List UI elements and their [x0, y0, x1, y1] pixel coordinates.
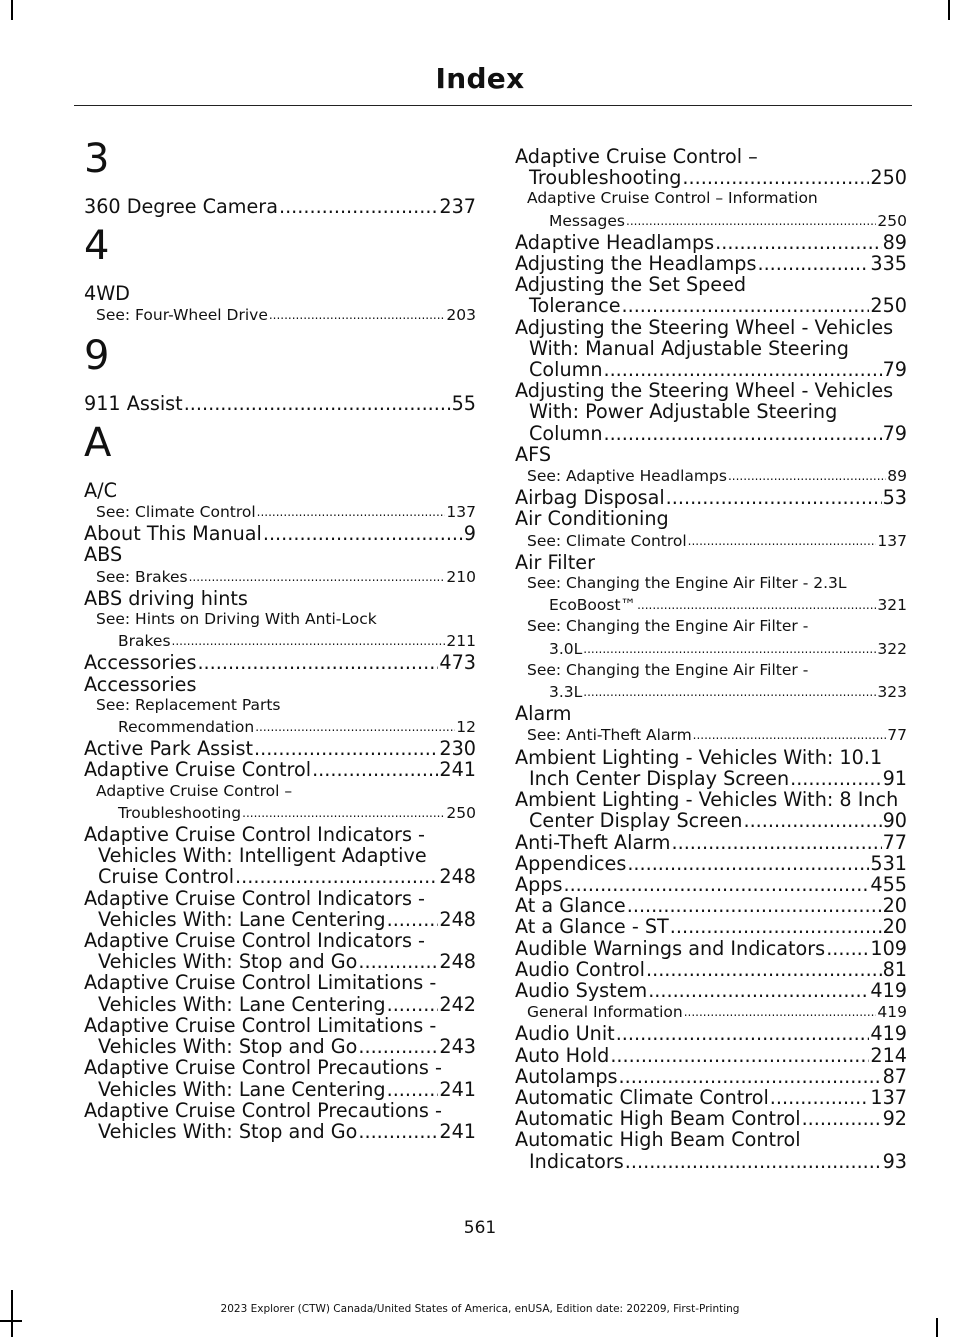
entry-page: 323: [877, 683, 907, 702]
dot-leader: [790, 768, 881, 789]
entry-first-line: Adaptive Cruise Control Indicators -: [84, 823, 425, 847]
entry-text: Troubleshooting: [529, 166, 682, 190]
entry-page: 20: [882, 915, 907, 939]
entry-first-line: Ambient Lighting - Vehicles With: 10.1: [515, 745, 883, 769]
index-subentry: [84, 501, 476, 523]
entry-first-line: Adaptive Cruise Control Precautions -: [84, 1056, 442, 1080]
index-entry: [515, 789, 907, 831]
entry-text: Vehicles With: Lane Centering: [98, 907, 386, 931]
dot-leader: [387, 1079, 439, 1100]
entry-text: Audio Control: [515, 957, 645, 981]
index-subentry: [84, 781, 476, 824]
entry-first-line: Adaptive Cruise Control Indicators -: [84, 929, 425, 953]
index-entry: [84, 1057, 476, 1099]
entry-page: 137: [446, 503, 476, 522]
entry-continuation: [515, 167, 907, 188]
dot-leader: [715, 232, 881, 253]
dot-leader: [693, 724, 887, 746]
entry-page: 248: [439, 950, 476, 974]
index-column-left: [84, 130, 476, 1142]
entry-first-line: Adaptive Cruise Control Limitations -: [84, 1013, 437, 1037]
index-subentry: [84, 566, 476, 588]
dot-leader: [263, 523, 463, 544]
index-entry: [515, 832, 907, 853]
entry-text: Adaptive Headlamps: [515, 230, 715, 254]
entry-first-line: Adaptive Cruise Control Limitations -: [84, 971, 437, 995]
dot-leader: [257, 501, 446, 523]
section-letter: 3: [84, 136, 110, 182]
entry-page: 81: [882, 957, 907, 981]
dot-leader: [684, 1001, 877, 1023]
entry-text: About This Manual: [84, 522, 262, 546]
header-divider: [74, 105, 912, 106]
dot-leader: [666, 487, 882, 508]
index-entry: [515, 1129, 907, 1171]
entry-text: Auto Hold: [515, 1043, 610, 1067]
index-entry: [84, 1015, 476, 1057]
entry-text: EcoBoost™: [549, 596, 637, 615]
dot-leader: [254, 738, 438, 759]
index-entry: [515, 274, 907, 316]
entry-text: See: Adaptive Headlamps: [527, 467, 727, 486]
entry-mid-line: Vehicles With: Intelligent Adaptive: [98, 844, 427, 868]
entry-text: Inch Center Display Screen: [529, 766, 790, 790]
index-entry: [84, 523, 476, 544]
subentry-continuation: [96, 630, 476, 652]
entry-page: 91: [882, 766, 907, 790]
dot-leader: [626, 210, 876, 232]
dot-leader: [627, 895, 882, 916]
dot-leader: [625, 1151, 882, 1172]
index-heading: AFS: [515, 442, 552, 466]
entry-continuation: [515, 359, 907, 380]
entry-text: Active Park Assist: [84, 737, 253, 761]
entry-page: 237: [439, 195, 476, 218]
entry-page: 531: [870, 851, 907, 875]
entry-page: 248: [439, 907, 476, 931]
entry-page: 210: [446, 567, 476, 586]
dot-leader: [563, 874, 869, 895]
entry-text: Audible Warnings and Indicators: [515, 936, 826, 960]
entry-page: 455: [870, 872, 907, 896]
index-subentry: [84, 609, 476, 652]
entry-page: 250: [870, 166, 907, 190]
dot-leader: [648, 980, 869, 1001]
subentry-continuation: [96, 716, 476, 738]
entry-text: 911 Assist: [84, 391, 183, 415]
index-entry: [515, 747, 907, 789]
subentry-first-line: Adaptive Cruise Control – Information: [527, 189, 818, 208]
dot-leader: [583, 638, 876, 660]
entry-page: 89: [887, 467, 907, 486]
entry-page: 335: [870, 252, 907, 276]
dot-leader: [279, 196, 438, 217]
entry-page: 53: [882, 486, 907, 510]
dot-leader: [255, 716, 455, 738]
entry-text: See: Brakes: [96, 567, 188, 586]
page-number: 561: [463, 1218, 497, 1238]
index-entry: [515, 253, 907, 274]
entry-page: 211: [446, 632, 476, 651]
index-entry: [515, 487, 907, 508]
index-entry: [515, 1023, 907, 1044]
entry-continuation: [84, 951, 476, 972]
index-heading: Air Filter: [515, 550, 595, 574]
entry-page: 243: [439, 1035, 476, 1059]
dot-leader: [616, 1023, 870, 1044]
index-entry: [515, 380, 907, 444]
entry-text: Messages: [549, 211, 626, 230]
entry-page: 9: [463, 522, 476, 546]
index-subentry: [515, 1001, 907, 1023]
entry-mid-line: With: Manual Adjustable Steering: [529, 336, 849, 360]
crop-mark-bottom-left-h: [0, 1320, 22, 1322]
index-column-right: [515, 146, 907, 1172]
entry-text: Recommendation: [118, 718, 255, 737]
entry-page: 473: [439, 651, 476, 675]
subentry-first-line: See: Changing the Engine Air Filter -: [527, 660, 809, 679]
entry-page: 55: [451, 391, 476, 415]
entry-text: See: Four-Wheel Drive: [96, 306, 268, 325]
entry-page: 214: [870, 1043, 907, 1067]
index-subentry: [515, 660, 907, 703]
entry-continuation: [515, 295, 907, 316]
entry-page: 89: [882, 230, 907, 254]
entry-text: Automatic High Beam Control: [515, 1107, 801, 1131]
subentry-continuation: [96, 802, 476, 824]
index-subentry: [515, 465, 907, 487]
dot-leader: [235, 866, 438, 887]
entry-text: Adaptive Cruise Control: [84, 758, 312, 782]
dot-leader: [627, 853, 869, 874]
entry-continuation: [84, 1036, 476, 1057]
entry-page: 93: [882, 1149, 907, 1173]
entry-page: 79: [882, 358, 907, 382]
entry-continuation: [515, 768, 907, 789]
entry-first-line: Adaptive Cruise Control Indicators -: [84, 886, 425, 910]
entry-continuation: [515, 810, 907, 831]
entry-page: 230: [439, 737, 476, 761]
entry-text: Anti-Theft Alarm: [515, 830, 671, 854]
dot-leader: [757, 253, 869, 274]
entry-text: Vehicles With: Stop and Go: [98, 950, 358, 974]
index-entry: [84, 888, 476, 930]
entry-page: 419: [870, 1022, 907, 1046]
index-subentry: [515, 530, 907, 552]
entry-page: 109: [870, 936, 907, 960]
index-entry: [515, 874, 907, 895]
entry-page: 250: [446, 803, 476, 822]
subentry-first-line: See: Replacement Parts: [96, 695, 281, 714]
subentry-first-line: See: Changing the Engine Air Filter -: [527, 617, 809, 636]
entry-page: 137: [877, 531, 907, 550]
entry-page: 419: [870, 978, 907, 1002]
entry-mid-line: With: Power Adjustable Steering: [529, 400, 838, 424]
entry-page: 248: [439, 865, 476, 889]
section-letter: 4: [84, 223, 110, 270]
entry-text: See: Anti-Theft Alarm: [527, 726, 692, 745]
index-subentry: [515, 188, 907, 231]
index-entry: [515, 1066, 907, 1087]
entry-first-line: Ambient Lighting - Vehicles With: 8 Inch: [515, 788, 899, 812]
entry-page: 321: [877, 596, 907, 615]
entry-page: 241: [439, 1119, 476, 1143]
dot-leader: [358, 1036, 438, 1057]
entry-text: Autolamps: [515, 1064, 618, 1088]
dot-leader: [197, 652, 438, 673]
entry-page: 137: [870, 1085, 907, 1109]
dot-leader: [637, 594, 876, 616]
dot-leader: [387, 909, 439, 930]
entry-continuation: [84, 994, 476, 1015]
entry-text: At a Glance: [515, 894, 626, 918]
index-entry: [515, 938, 907, 959]
index-entry: [84, 1100, 476, 1142]
dot-leader: [743, 810, 881, 831]
entry-text: Tolerance: [529, 294, 621, 318]
dot-leader: [610, 1045, 869, 1066]
entry-text: Appendices: [515, 851, 627, 875]
index-entry: [84, 972, 476, 1014]
entry-text: Audio Unit: [515, 1022, 615, 1046]
index-entry: [515, 1045, 907, 1066]
dot-leader: [770, 1087, 870, 1108]
entry-text: Vehicles With: Lane Centering: [98, 992, 386, 1016]
entry-text: Accessories: [84, 651, 197, 675]
entry-page: 241: [439, 1077, 476, 1101]
index-subentry: [515, 573, 907, 616]
index-entry: [515, 317, 907, 381]
entry-page: 20: [882, 894, 907, 918]
entry-page: 77: [882, 830, 907, 854]
entry-text: Apps: [515, 872, 563, 896]
index-subentry: [84, 695, 476, 738]
subentry-continuation: [527, 210, 907, 232]
entry-page: 87: [882, 1064, 907, 1088]
index-entry: [84, 393, 476, 414]
index-entry: [515, 853, 907, 874]
index-entry: [84, 930, 476, 972]
subentry-continuation: [527, 638, 907, 660]
entry-text: Indicators: [529, 1149, 624, 1173]
entry-text: Column: [529, 358, 603, 382]
subentry-continuation: [527, 681, 907, 703]
page-title: Index: [435, 62, 525, 95]
dot-leader: [672, 832, 882, 853]
subentry-first-line: See: Hints on Driving With Anti-Lock: [96, 610, 377, 629]
subentry-continuation: [527, 594, 907, 616]
index-entry: [515, 959, 907, 980]
dot-leader: [622, 295, 870, 316]
entry-first-line: Adjusting the Set Speed: [515, 273, 747, 297]
entry-first-line: Automatic High Beam Control: [515, 1128, 801, 1152]
entry-text: General Information: [527, 1003, 683, 1022]
entry-page: 92: [882, 1107, 907, 1131]
index-entry: [84, 652, 476, 673]
dot-leader: [682, 167, 869, 188]
dot-leader: [358, 951, 438, 972]
dot-leader: [646, 959, 882, 980]
index-heading: ABS driving hints: [84, 586, 248, 610]
entry-page: 79: [882, 421, 907, 445]
dot-leader: [583, 681, 876, 703]
entry-page: 90: [882, 809, 907, 833]
entry-text: See: Climate Control: [96, 503, 256, 522]
dot-leader: [670, 916, 882, 937]
crop-mark-top-left: [11, 0, 13, 20]
entry-text: Vehicles With: Lane Centering: [98, 1077, 386, 1101]
entry-text: At a Glance - ST: [515, 915, 669, 939]
entry-text: Vehicles With: Stop and Go: [98, 1035, 358, 1059]
crop-mark-bottom-right: [936, 1318, 938, 1337]
entry-page: 419: [877, 1003, 907, 1022]
entry-text: Cruise Control: [98, 865, 235, 889]
dot-leader: [688, 530, 877, 552]
entry-page: 250: [877, 211, 907, 230]
index-subentry: [515, 616, 907, 659]
entry-text: Audio System: [515, 978, 648, 1002]
dot-leader: [826, 938, 869, 959]
entry-first-line: Adaptive Cruise Control Precautions -: [84, 1098, 442, 1122]
entry-continuation: [515, 423, 907, 444]
index-entry: [84, 196, 476, 217]
dot-leader: [189, 566, 446, 588]
entry-text: 3.0L: [549, 639, 583, 658]
entry-page: 241: [439, 758, 476, 782]
entry-text: Brakes: [118, 632, 171, 651]
dot-leader: [802, 1108, 882, 1129]
dot-leader: [619, 1066, 882, 1087]
entry-page: 242: [439, 992, 476, 1016]
entry-text: Center Display Screen: [529, 809, 743, 833]
entry-first-line: Adaptive Cruise Control –: [515, 145, 758, 168]
dot-leader: [728, 465, 886, 487]
section-letter: 9: [84, 332, 110, 379]
index-entry: [515, 916, 907, 937]
entry-text: Automatic Climate Control: [515, 1085, 769, 1109]
entry-continuation: [84, 866, 476, 887]
entry-page: 203: [446, 306, 476, 325]
index-entry: [84, 824, 476, 888]
crop-mark-top-right: [948, 0, 950, 20]
dot-leader: [387, 994, 439, 1015]
subentry-first-line: See: Changing the Engine Air Filter - 2.3L: [527, 574, 847, 593]
subentry-first-line: Adaptive Cruise Control –: [96, 781, 293, 800]
dot-leader: [358, 1121, 438, 1142]
entry-page: 12: [456, 718, 476, 737]
index-heading: Accessories: [84, 672, 197, 696]
index-heading: 4WD: [84, 282, 130, 306]
dot-leader: [269, 304, 446, 326]
dot-leader: [172, 630, 446, 652]
entry-first-line: Adjusting the Steering Wheel - Vehicles: [515, 315, 894, 339]
entry-text: 360 Degree Camera: [84, 195, 278, 218]
dot-leader: [312, 759, 438, 780]
entry-continuation: [84, 1079, 476, 1100]
index-entry: [84, 759, 476, 780]
index-entry: [515, 146, 907, 188]
entry-text: Airbag Disposal: [515, 486, 665, 510]
entry-page: 322: [877, 639, 907, 658]
index-entry: [515, 980, 907, 1001]
entry-continuation: [84, 909, 476, 930]
section-letter: A: [84, 419, 112, 466]
entry-text: See: Climate Control: [527, 531, 687, 550]
entry-first-line: Adjusting the Steering Wheel - Vehicles: [515, 379, 894, 403]
index-entry: [84, 738, 476, 759]
entry-text: 3.3L: [549, 683, 583, 702]
index-entry: [515, 1087, 907, 1108]
entry-page: 250: [870, 294, 907, 318]
index-heading: Alarm: [515, 702, 572, 726]
footer-edition-info: 2023 Explorer (CTW) Canada/United States of America, enUSA, Edition date: 202209, First-Printing: [220, 1303, 740, 1315]
index-entry: [515, 232, 907, 253]
index-subentry: [515, 724, 907, 746]
index-entry: [515, 1108, 907, 1129]
dot-leader: [242, 802, 445, 824]
entry-page: 77: [887, 726, 907, 745]
entry-continuation: [84, 1121, 476, 1142]
entry-text: Column: [529, 421, 603, 445]
entry-text: Vehicles With: Stop and Go: [98, 1119, 358, 1143]
index-heading: ABS: [84, 543, 123, 567]
index-heading: A/C: [84, 478, 117, 502]
entry-text: Adjusting the Headlamps: [515, 252, 757, 276]
index-heading: Air Conditioning: [515, 507, 669, 531]
entry-text: Troubleshooting: [118, 803, 242, 822]
dot-leader: [184, 393, 451, 414]
dot-leader: [603, 423, 881, 444]
index-subentry: [84, 304, 476, 326]
entry-continuation: [515, 1151, 907, 1172]
index-entry: [515, 895, 907, 916]
dot-leader: [603, 359, 881, 380]
